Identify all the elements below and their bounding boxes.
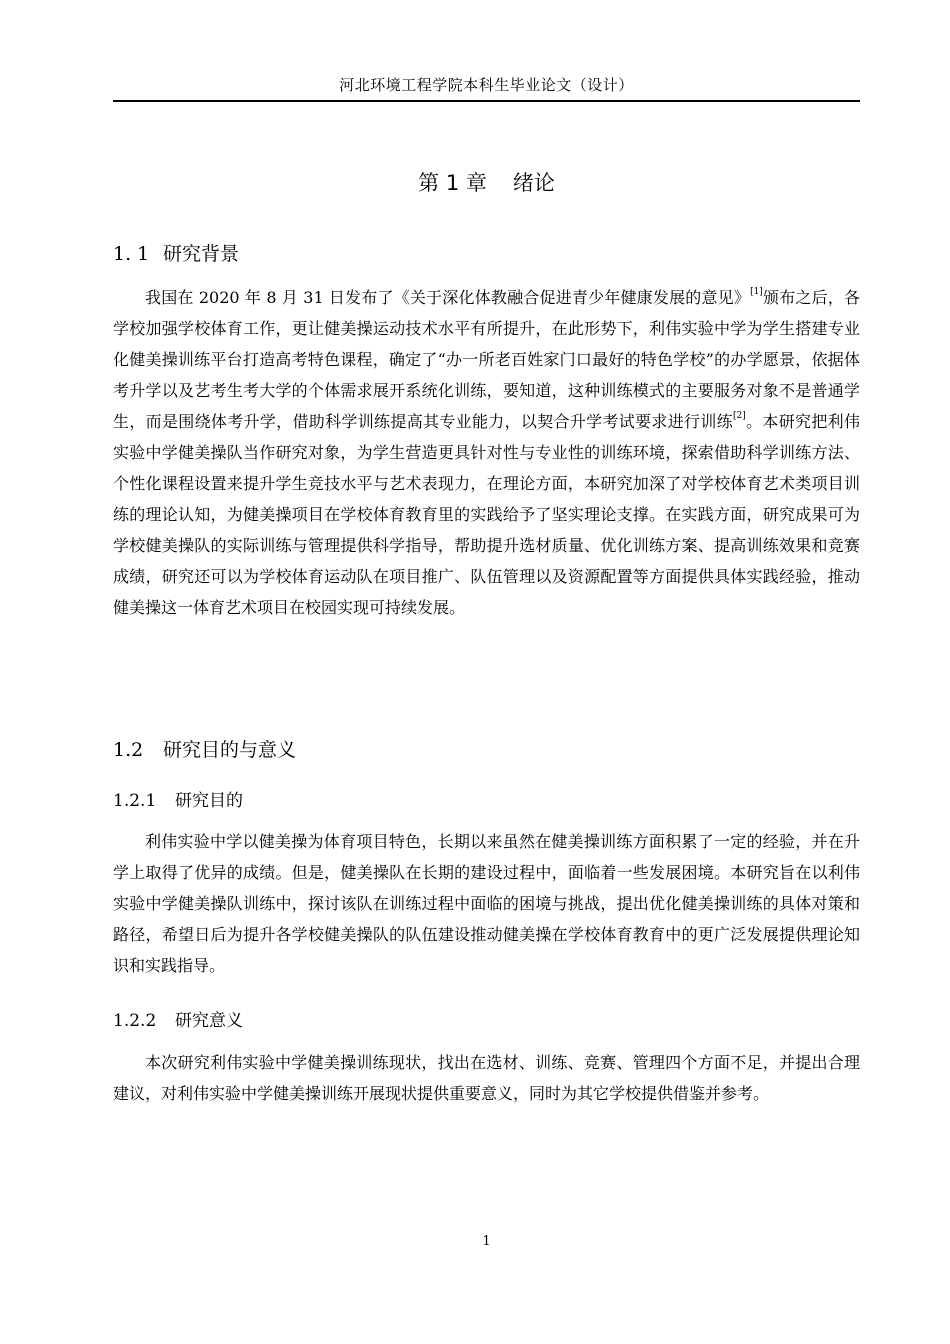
section-number: 1. 1 xyxy=(113,243,150,265)
subsection-number: 1.2.2 xyxy=(113,1011,157,1031)
chapter-title xyxy=(113,168,860,198)
subsection-heading-1-2-1 xyxy=(113,788,243,814)
paragraph-text: 颁布之后，各学校加强学校体育工作，更让健美操运动技术水平有所提升，在此形势下，利伟实验中学为学生搭建专业化健美操训练平台打造高考特色课程，确定了“办一所老百姓家门口最好的特色学校”的办学愿景，依据体考升学以及艺考生考大学的个体需求展开系统化训练，要知道，这种训练模式的主要服务对象不是普通学生，而是围绕体考升学，借助科学训练提高其专业能力，以契合升学考试要求进行训练 xyxy=(113,288,860,431)
chapter-number: 第 1 章 xyxy=(418,171,487,195)
paragraph-research-significance: 本次研究利伟实验中学健美操训练现状，找出在选材、训练、竞赛、管理四个方面不足，并提出合理建议，对利伟实验中学健美操训练开展现状提供重要意义，同时为其它学校提供借鉴并参考。 xyxy=(113,1053,860,1103)
chapter-name: 绪论 xyxy=(512,171,555,195)
page-header: 河北环境工程学院本科生毕业论文（设计） xyxy=(339,76,634,94)
subsection-heading-1-2-2 xyxy=(113,1008,243,1034)
paragraph-research-purpose: 利伟实验中学以健美操为体育项目特色，长期以来虽然在健美操训练方面积累了一定的经验，并在升学上取得了优异的成绩。但是，健美操队在长期的建设过程中，面临着一些发展困境。本研究旨在以利伟实验中学健美操队训练中，探讨该队在训练过程中面临的困境与挑战，提出优化健美操训练的具体对策和路径，希望日后为提升各学校健美操队的队伍建设推动健美操在学校体育教育中的更广泛发展提供理论知识和实践指导。 xyxy=(113,832,860,975)
section-title: 研究背景 xyxy=(163,243,240,265)
section-title: 研究目的与意义 xyxy=(163,739,297,761)
subsection-title: 研究意义 xyxy=(175,1011,243,1031)
citation-ref-2: [2] xyxy=(733,411,746,421)
paragraph-text: 。本研究把利伟实验中学健美操队当作研究对象，为学生营造更具针对性与专业性的训练环境，探索借助科学训练方法、个性化课程设置来提升学生竞技水平与艺术表现力，在理论方面，本研究加深了对学校体育艺术类项目训练的理论认知，为健美操项目在学校体育教育里的实践给予了坚实理论支撑。在实践方面，研究成果可为学校健美操队的实际训练与管理提供科学指导，帮助提升选材质量、优化训练方案、提高训练效果和竞赛成绩，研究还可以为学校体育运动队在项目推广、队伍管理以及资源配置等方面提供具体实践经验，推动健美操这一体育艺术项目在校园实现可持续发展。 xyxy=(113,412,860,617)
citation-ref-1: [1] xyxy=(750,287,763,297)
paragraph-research-background xyxy=(113,282,860,623)
section-heading-1-2 xyxy=(113,736,296,764)
section-number: 1.2 xyxy=(113,739,144,761)
subsection-title: 研究目的 xyxy=(175,791,243,811)
paragraph-text: 我国在 2020 年 8 月 31 日发布了《关于深化体教融合促进青少年健康发展的意见》 xyxy=(145,288,751,307)
header-rule xyxy=(113,100,860,102)
section-heading-1-1 xyxy=(113,240,239,268)
subsection-number: 1.2.1 xyxy=(113,791,157,811)
page-number: 1 xyxy=(482,1234,491,1249)
